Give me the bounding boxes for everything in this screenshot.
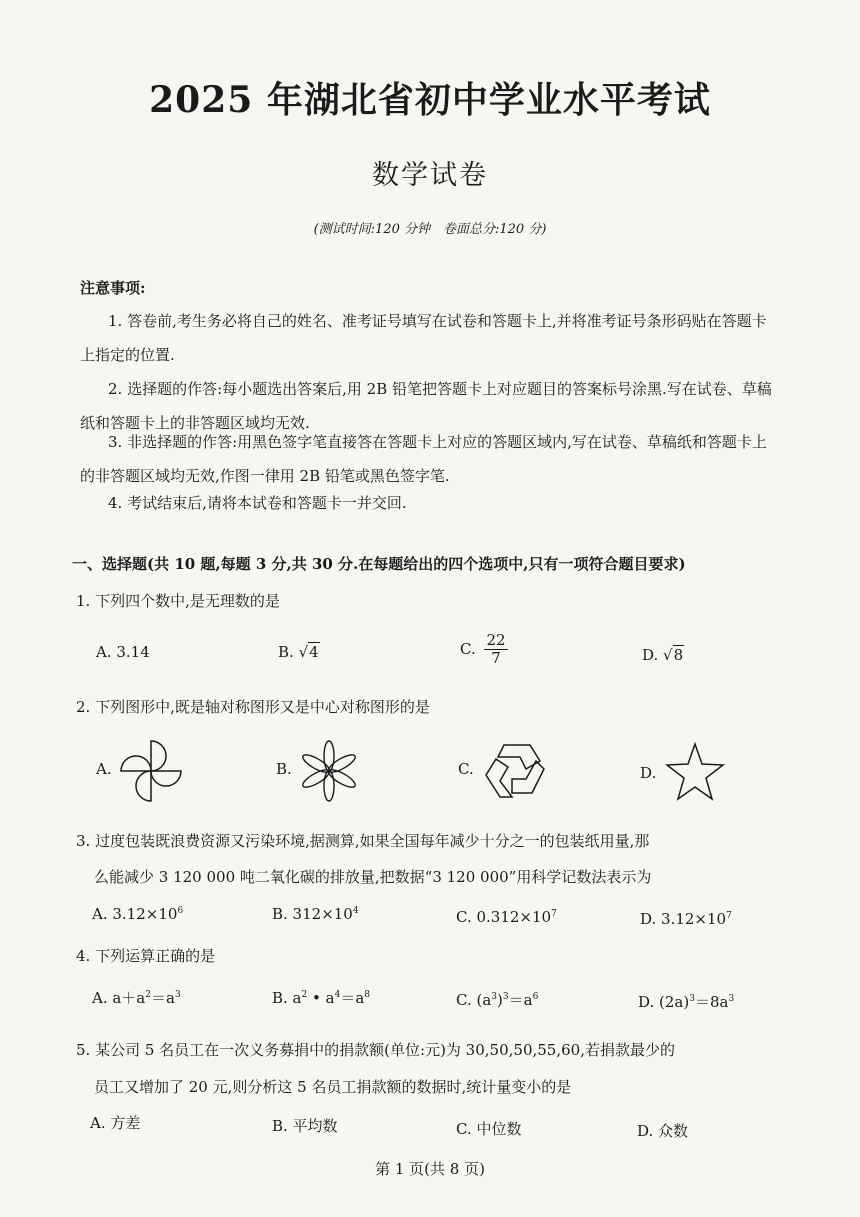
flower-figure [296, 738, 362, 804]
q4-option-c: C. $(a^3)^3=a^6$ [456, 991, 539, 1009]
recycle-figure [482, 738, 550, 804]
page-number: 第 1 页(共 8 页) [375, 1160, 485, 1178]
q1-option-b: B. √4 [278, 643, 319, 661]
exam-meta: (测试时间:120 分钟 卷面总分:120 分) [313, 222, 547, 237]
notice-heading: 注意事项: [80, 279, 146, 297]
q1-option-d: D. √8 [642, 646, 684, 664]
pinwheel-figure [118, 738, 184, 804]
q2-option-d-label: D. [640, 764, 657, 782]
question-5-stem-line-2: 员工又增加了 20 元,则分析这 5 名员工捐款额的数据时,统计量变小的是 [94, 1078, 572, 1096]
sqrt-symbol: √4 [298, 643, 319, 661]
q2-option-a-label: A. [96, 760, 112, 778]
fraction: $\frac{22}{7}$ [486, 631, 506, 668]
q4-option-b: B. $a^2$ • $a^4=a^8$ [272, 989, 370, 1007]
q2-option-b-label: B. [276, 760, 292, 778]
q4-option-d: D. $(2a)^3=8a^3$ [638, 993, 735, 1011]
question-5-stem-line-1: 5. 某公司 5 名员工在一次义务募捐中的捐款额(单位:元)为 30,50,50,55,60,若捐款最少的 [76, 1041, 675, 1059]
q1-option-a: A. 3.14 [96, 643, 150, 661]
exam-title: 2025 年湖北省初中学业水平考试 [149, 79, 711, 121]
q5-option-d: D. 众数 [637, 1122, 689, 1140]
exam-subtitle: 数学试卷 [372, 160, 488, 191]
star-figure [662, 743, 728, 805]
question-2-stem: 2. 下列图形中,既是轴对称图形又是中心对称图形的是 [76, 698, 430, 716]
question-1-stem: 1. 下列四个数中,是无理数的是 [76, 592, 280, 610]
q5-option-c: C. 中位数 [456, 1120, 522, 1138]
q3-option-a: A. $3.12\times 10^6$ [92, 905, 184, 923]
notice-item-1: 1. 答卷前,考生务必将自己的姓名、准考证号填写在试卷和答题卡上,并将准考证号条形码贴在答题卡上指定的位置. [80, 312, 767, 364]
q2-option-c-label: C. [458, 760, 474, 778]
question-3-stem-line-2: 么能减少 3 120 000 吨二氧化碳的排放量,把数据“3 120 000”用科学记数法表示为 [94, 868, 652, 886]
question-3-stem-line-1: 3. 过度包装既浪费资源又污染环境,据测算,如果全国每年减少十分之一的包装纸用量,那 [76, 832, 650, 850]
question-4-stem: 4. 下列运算正确的是 [76, 947, 216, 965]
q3-option-c: C. $0.312\times 10^7$ [456, 908, 557, 926]
q1-option-c: C. $\frac{22}{7}$ [460, 631, 506, 668]
section-1-heading: 一、选择题(共 10 题,每题 3 分,共 30 分.在每题给出的四个选项中,只有一项符合题目要求) [72, 555, 686, 573]
q3-option-d: D. $3.12\times 10^7$ [640, 910, 732, 928]
sqrt-symbol: √8 [663, 646, 684, 664]
q3-option-b: B. $312\times 10^4$ [272, 905, 359, 923]
q5-option-a: A. 方差 [90, 1114, 141, 1132]
notice-item-2: 2. 选择题的作答:每小题选出答案后,用 2B 铅笔把答题卡上对应题目的答案标号涂黑.写在试卷、草稿纸和答题卡上的非答题区域均无效. [80, 380, 772, 432]
notice-item-4: 4. 考试结束后,请将本试卷和答题卡一并交回. [108, 494, 407, 512]
q4-option-a: A. $a+a^2=a^3$ [92, 989, 181, 1007]
q5-option-b: B. 平均数 [272, 1117, 338, 1135]
notice-item-3: 3. 非选择题的作答:用黑色签字笔直接答在答题卡上对应的答题区域内,写在试卷、草稿纸和答题卡上的非答题区域均无效,作图一律用 2B 铅笔或黑色签字笔. [80, 433, 767, 485]
